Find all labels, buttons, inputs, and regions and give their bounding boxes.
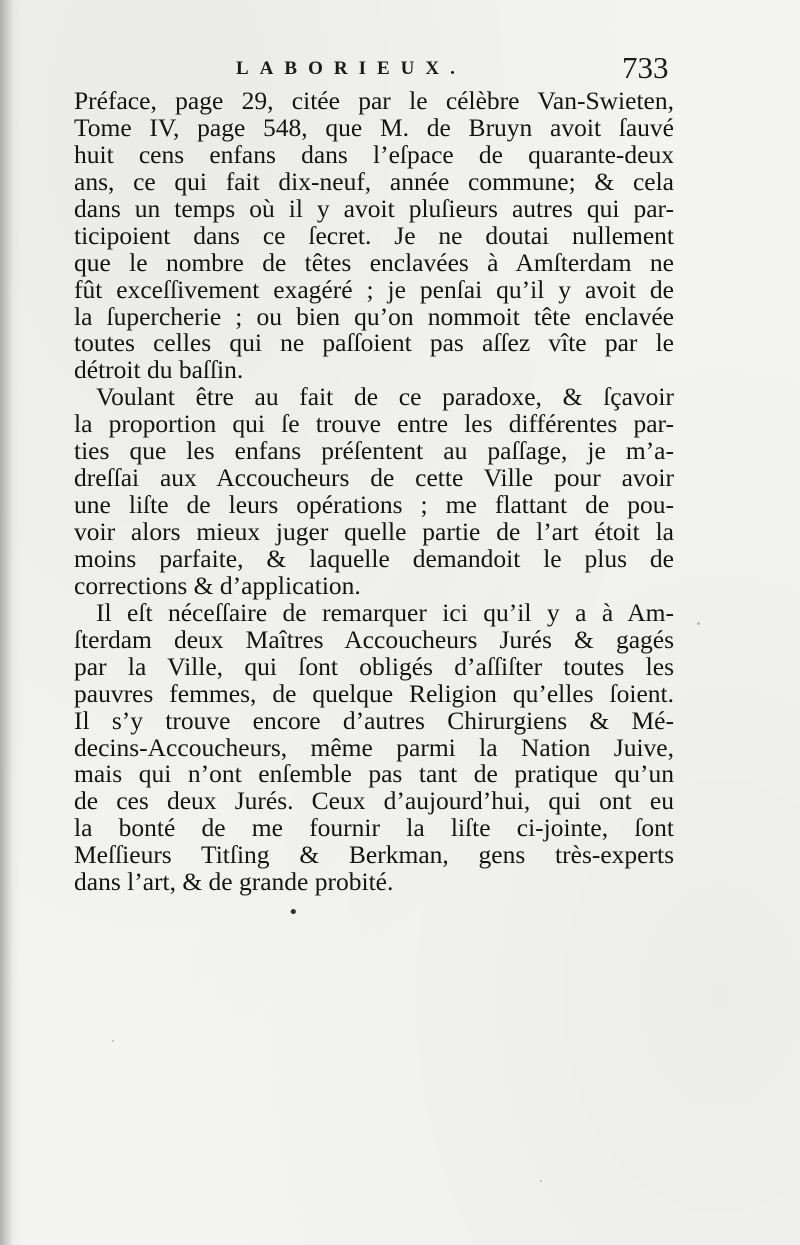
text-line: Il s’y trouve encore d’autres Chirurgiens & Mé- (74, 705, 674, 735)
text-line: corrections & d’application. (74, 570, 361, 600)
text-line: decins-Accoucheurs, même parmi la Nation Juive, (74, 732, 674, 762)
text-line: dreſſai aux Accoucheurs de cette Ville pour avoir (74, 463, 674, 493)
text-line: mais qui n’ont enſemble pas tant de pratique qu’un (74, 759, 674, 789)
page-gutter-shadow (0, 0, 22, 1245)
text-line: que le nombre de têtes enclavées à Amſterdam ne (74, 247, 674, 277)
text-line: pauvres femmes, de quelque Religion qu’elles ſoient. (74, 678, 674, 708)
text-line: de ces deux Jurés. Ceux d’aujourd’hui, qui ont eu (74, 786, 674, 816)
text-line: voir alors mieux juger quelle partie de l’art étoit la (74, 517, 674, 546)
paper-speck (112, 1040, 114, 1042)
text-line: moins parfaite, & laquelle demandoit le plus de (74, 543, 674, 573)
text-line: Préface, page 29, citée par le célèbre Van-Swieten, (74, 86, 674, 115)
text-line: ans, ce qui fait dix-neuf, année commune; & cela (74, 166, 674, 196)
running-head: LABORIEUX. (236, 58, 466, 79)
body-text (74, 88, 674, 896)
text-line: huit cens enfans dans l’eſpace de quarante-deux (74, 139, 674, 169)
text-line: toutes celles qui ne paſſoient pas aſſez vîte par le (74, 328, 674, 358)
ink-mark: • (288, 902, 299, 923)
text-line: Meſſieurs Titſing & Berkman, gens très-experts (74, 840, 674, 870)
text-line: la ſupercherie ; ou bien qu’on nommoit tête enclavée (74, 301, 674, 331)
text-line: fût exceſſivement exagéré ; je penſai qu’il y avoit de (74, 274, 674, 304)
paper-speck (697, 622, 700, 625)
text-line: dans l’art, & de grande probité. (74, 867, 394, 897)
text-line: la bonté de me fournir la liſte ci-jointe, ſont (74, 813, 674, 843)
paper-speck (540, 1180, 542, 1182)
text-line: ticipoient dans ce ſecret. Je ne doutai nullement (74, 220, 674, 250)
text-line: Tome IV, page 548, que M. de Bruyn avoit ſauvé (74, 112, 674, 142)
text-line: dans un temps où il y avoit pluſieurs autres qui par- (74, 193, 674, 223)
text-line: par la Ville, qui ſont obligés d’aſſiſter toutes les (74, 651, 674, 681)
text-line: une liſte de leurs opérations ; me flattant de pou- (74, 490, 674, 520)
page-number: 733 (622, 50, 669, 85)
text-line: Voulant être au fait de ce paradoxe, & ſçavoir (96, 382, 674, 412)
text-line: ſterdam deux Maîtres Accoucheurs Jurés & gagés (74, 624, 674, 654)
text-line: ties que les enfans préſentent au paſſage, je m’a- (74, 436, 674, 466)
text-line: la proportion qui ſe trouve entre les différentes par- (74, 409, 674, 439)
text-line: détroit du baſſin. (74, 355, 244, 385)
text-line: Il eſt néceſſaire de remarquer ici qu’il y a à Am- (96, 597, 674, 627)
